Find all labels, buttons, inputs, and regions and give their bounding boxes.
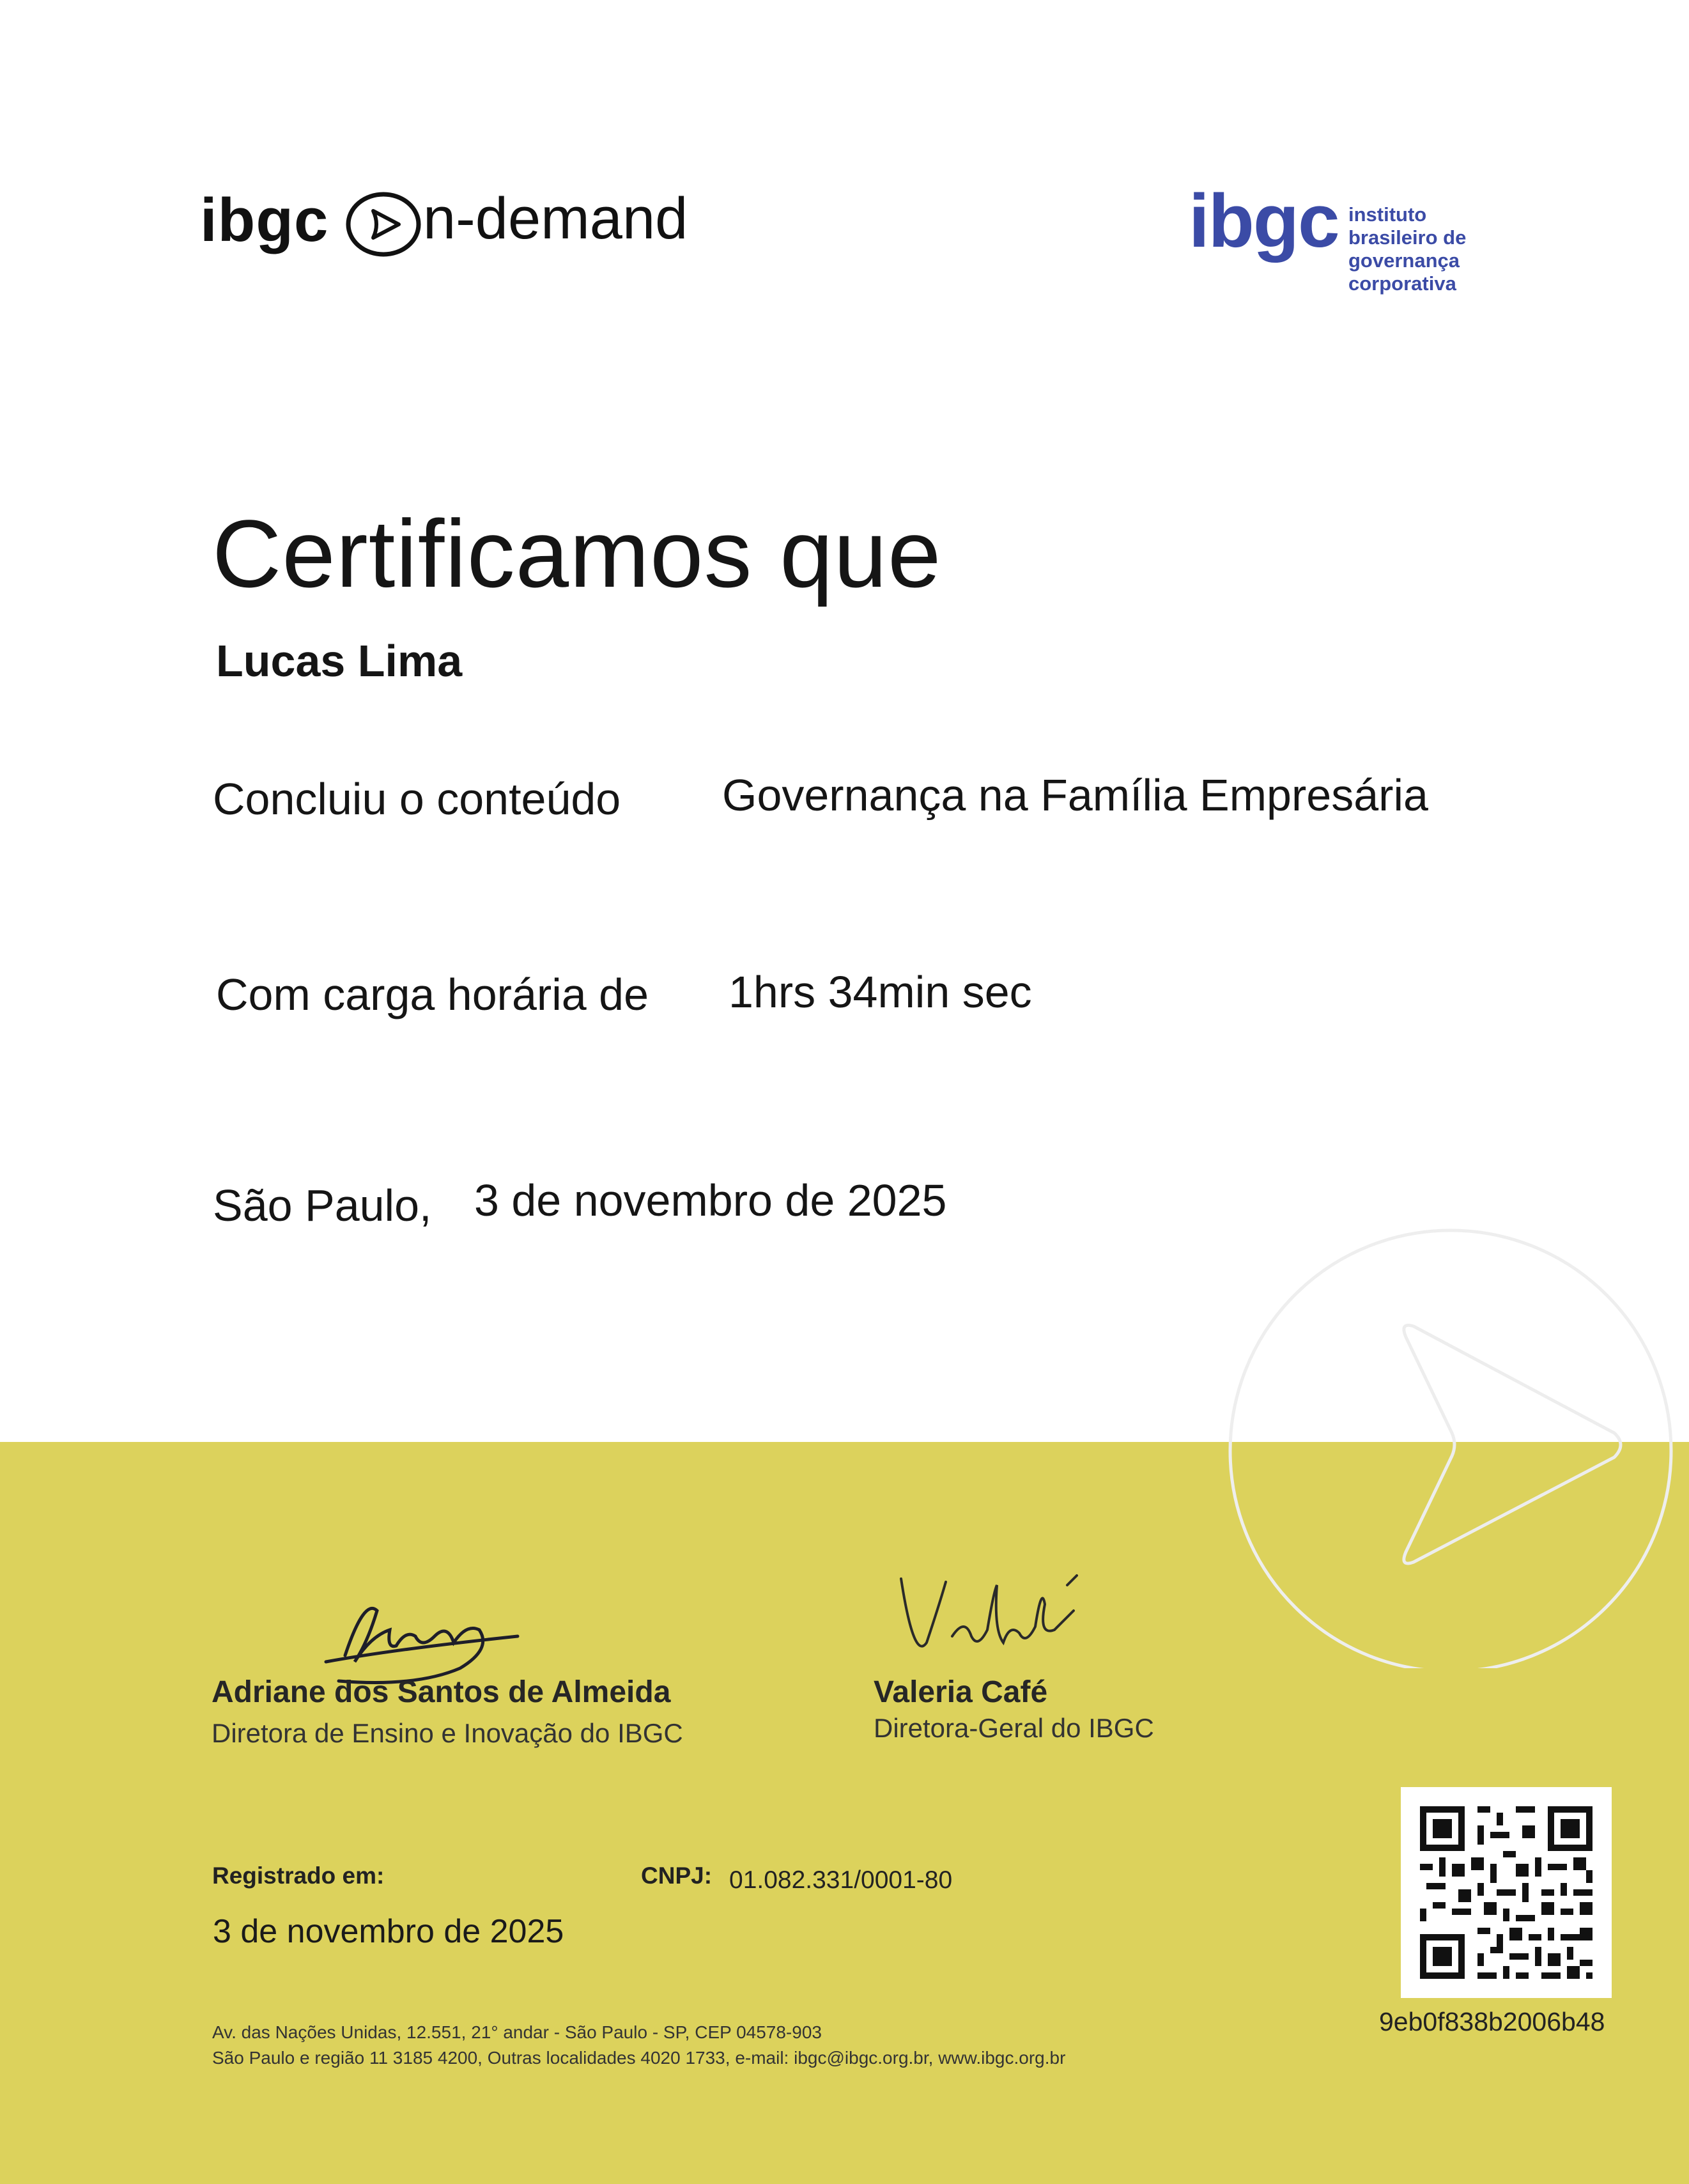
address-line-1: Av. das Nações Unidas, 12.551, 21° andar - São Paulo - SP, CEP 04578-903 (212, 2022, 822, 2042)
address-block (212, 2020, 1065, 2071)
cnpj-value: 01.082.331/0001-80 (729, 1866, 953, 1894)
verification-hash: 9eb0f838b2006b48 (1379, 2007, 1605, 2036)
certificate-heading: Certificamos que (212, 500, 942, 607)
ibgc-logo: ibgc (1189, 179, 1339, 263)
decorative-play-icon (1214, 1182, 1689, 1668)
registered-label: Registrado em: (212, 1863, 385, 1889)
qr-code-icon (1401, 1787, 1612, 1998)
content-label: Concluiu o conteúdo (213, 774, 621, 824)
city-label: São Paulo, (213, 1181, 432, 1230)
ondemand-logo-word: n-demand (423, 186, 688, 251)
ondemand-logo-brand: ibgc (200, 186, 329, 254)
signatory-1-role: Diretora de Ensino e Inovação do IBGC (212, 1718, 683, 1748)
registered-date: 3 de novembro de 2025 (213, 1913, 564, 1950)
hours-label: Com carga horária de (216, 970, 649, 1019)
signatory-2-name: Valeria Café (874, 1675, 1048, 1709)
play-circle-icon (345, 192, 424, 257)
recipient-name: Lucas Lima (216, 636, 463, 686)
ibgc-logo-subtitle: instituto brasileiro de governança corporativa (1348, 203, 1467, 295)
signatory-1-name: Adriane dos Santos de Almeida (212, 1675, 671, 1709)
qr-code[interactable] (1401, 1787, 1612, 1998)
signature-valeria (882, 1566, 1093, 1681)
content-value: Governança na Família Empresária (722, 770, 1428, 820)
date-value: 3 de novembro de 2025 (474, 1175, 947, 1225)
signatory-2-role: Diretora-Geral do IBGC (874, 1713, 1154, 1743)
address-line-2: São Paulo e região 11 3185 4200, Outras localidades 4020 1733, e-mail: ibgc@ibgc.org.br, www.ibgc.org.br (212, 2048, 1066, 2068)
cnpj-label: CNPJ: (641, 1863, 713, 1889)
hours-value: 1hrs 34min sec (729, 967, 1032, 1017)
